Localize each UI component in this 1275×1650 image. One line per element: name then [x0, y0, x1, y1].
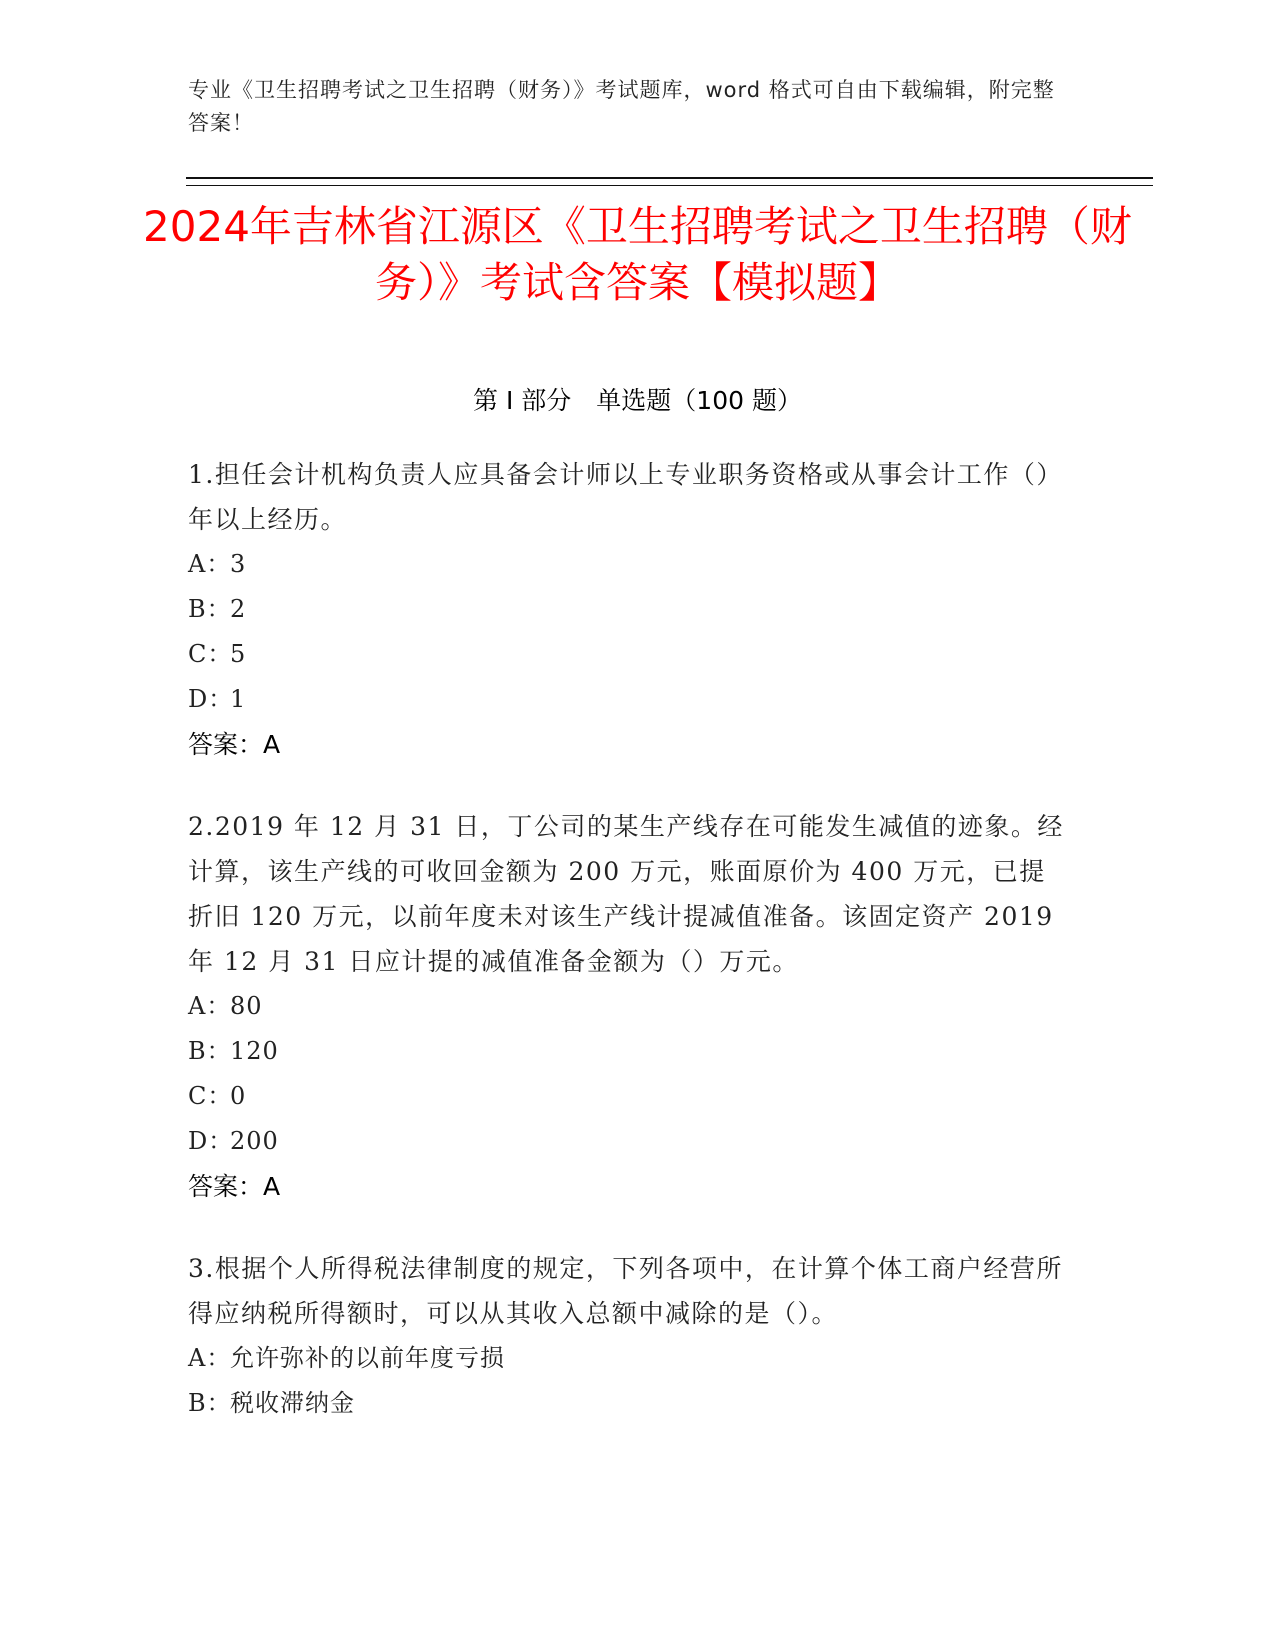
option-label: D：: [188, 685, 234, 713]
option-label: B：: [188, 595, 232, 623]
header-note: 专业《卫生招聘考试之卫生招聘（财务）》考试题库，word 格式可自由下载编辑，附完整答案！: [188, 78, 1055, 135]
option-a: [188, 984, 1068, 1029]
option-a: [188, 542, 1068, 587]
answer: 答案：A: [188, 730, 281, 759]
option-a: [188, 1336, 1068, 1381]
question-stem: 1.担任会计机构负责人应具备会计师以上专业职务资格或从事会计工作（）年以上经历。: [188, 460, 1063, 534]
option-text: 80: [230, 992, 263, 1020]
question-1: [188, 452, 1068, 767]
option-b: [188, 587, 1068, 632]
option-label: A：: [188, 992, 232, 1020]
header-rule-thick: [186, 177, 1153, 179]
option-b: [188, 1029, 1068, 1074]
option-d: [188, 1119, 1068, 1164]
option-b: [188, 1381, 1068, 1426]
option-label: C：: [188, 640, 233, 668]
option-text: 200: [230, 1127, 279, 1155]
option-text: 1: [230, 685, 247, 713]
option-label: B：: [188, 1389, 232, 1417]
option-label: A：: [188, 1344, 232, 1372]
option-text: 允许弥补的以前年度亏损: [230, 1344, 505, 1372]
header-rule-thin: [186, 185, 1153, 186]
option-text: 5: [230, 640, 247, 668]
section-title: 第 I 部分 单选题（100 题）: [473, 386, 802, 415]
option-c: [188, 632, 1068, 677]
question-2: [188, 804, 1068, 1209]
option-c: [188, 1074, 1068, 1119]
option-d: [188, 677, 1068, 722]
option-text: 3: [230, 550, 247, 578]
option-text: 税收滞纳金: [230, 1389, 355, 1417]
answer: 答案：A: [188, 1172, 281, 1201]
document-title: 2024年吉林省江源区《卫生招聘考试之卫生招聘（财务）》考试含答案【模拟题】: [143, 202, 1132, 307]
option-label: C：: [188, 1082, 233, 1110]
option-text: 2: [230, 595, 247, 623]
option-label: A：: [188, 550, 232, 578]
option-text: 120: [230, 1037, 279, 1065]
option-label: B：: [188, 1037, 232, 1065]
option-text: 0: [230, 1082, 247, 1110]
question-stem: 2.2019 年 12 月 31 日，丁公司的某生产线存在可能发生减值的迹象。经计算，该生产线的可收回金额为 200 万元，账面原价为 400 万元，已提折旧 120 万元，以前年度未对该生产线计提减值准备。该固定资产 2019 年 12 月 31 日应计提的减值准备金额为（）万元。: [188, 812, 1064, 976]
question-3: [188, 1246, 1068, 1426]
question-stem: 3.根据个人所得税法律制度的规定，下列各项中，在计算个体工商户经营所得应纳税所得额时，可以从其收入总额中减除的是（）。: [188, 1254, 1063, 1328]
option-label: D：: [188, 1127, 234, 1155]
